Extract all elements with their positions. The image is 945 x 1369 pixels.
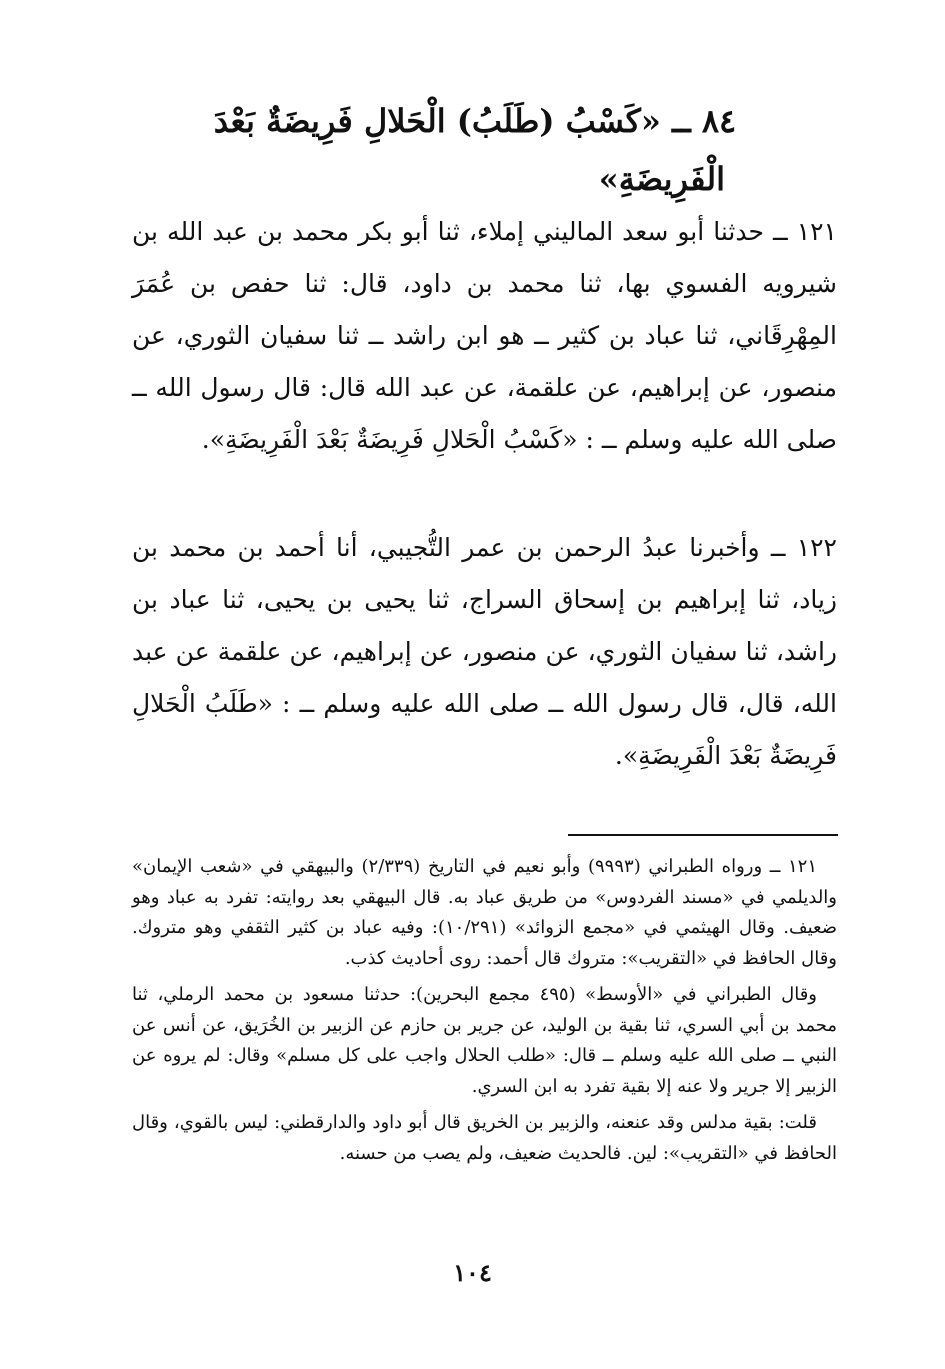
footnote-author-comment: قلت: بقية مدلس وقد عنعنه، والزبير بن الخريق قال أبو داود والدارقطني: ليس بالقوي، وقال الحافظ في «التقريب»: لين. فالحديث ضعيف، ولم يصب من حسنه. (132, 1112, 837, 1164)
chapter-title-line-1: ٨٤ ــ «كَسْبُ (طَلَبُ) الْحَلالِ فَرِيضَةٌ بَعْدَ (213, 102, 737, 140)
chapter-title (150, 92, 800, 208)
hadith-122-paragraph: ١٢٢ ــ وأخبرنا عبدُ الرحمن بن عمر التُّجيبي، أنا أحمد بن محمد بن زياد، ثنا إبراهيم بن إسحاق السراج، ثنا يحيى بن يحيى، ثنا عباد بن راشد، ثنا سفيان الثوري، عن منصور، عن إبراهيم، عن علقمة عن عبد الله، قال، قال رسول الله ــ صلى الله عليه وسلم ــ : «طَلَبُ الْحَلالِ فَرِيضَةٌ بَعْدَ الْفَرِيضَةِ». (132, 533, 837, 770)
footnote-tabarani-awsat: وقال الطبراني في «الأوسط» (٤٩٥ مجمع البحرين): حدثنا مسعود بن محمد الرملي، ثنا محمد بن أبي السري، ثنا بقية بن الوليد، عن جرير بن حازم عن الزبير بن الخُرَيق، عن أنس عن النبي ــ صلى الله عليه وسلم ــ قال: «طلب الحلال واجب على كل مسلم» وقال: لم يروه عن الزبير إلا جرير ولا عنه إلا بقية تفرد به ابن السري. (132, 984, 837, 1097)
page-number: ١٠٤ (453, 1258, 492, 1287)
footnotes-section (132, 852, 837, 1175)
hadith-121-paragraph: ١٢١ ــ حدثنا أبو سعد الماليني إملاء، ثنا أبو بكر محمد بن عبد الله بن شيرويه الفسوي بها، ثنا محمد بن داود، قال: ثنا حفص بن عُمَرَ المِهْرِقَاني، ثنا عباد بن كثير ــ هو ابن راشد ــ ثنا سفيان الثوري، عن منصور، عن إبراهيم، عن علقمة، عن عبد الله قال: قال رسول الله ــ صلى الله عليه وسلم ــ : «كَسْبُ الْحَلالِ فَرِيضَةٌ بَعْدَ الْفَرِيضَةِ». (132, 217, 837, 454)
chapter-title-line-2: الْفَرِيضَةِ» (598, 160, 725, 198)
footnote-separator-rule (568, 834, 838, 836)
footnote-121-sources: ١٢١ ــ ورواه الطبراني (٩٩٩٣) وأبو نعيم في التاريخ (٢/٣٣٩) والبيهقي في «شعب الإيمان» والديلمي في «مسند الفردوس» من طريق عباد به. قال البيهقي بعد روايته: تفرد به عباد وهو ضعيف. وقال الهيثمي في «مجمع الزوائد» (١٠/٢٩١): وفيه عباد بن كثير الثقفي وهو متروك. وقال الحافظ في «التقريب»: متروك قال أحمد: روى أحاديث كذب. (132, 856, 838, 969)
